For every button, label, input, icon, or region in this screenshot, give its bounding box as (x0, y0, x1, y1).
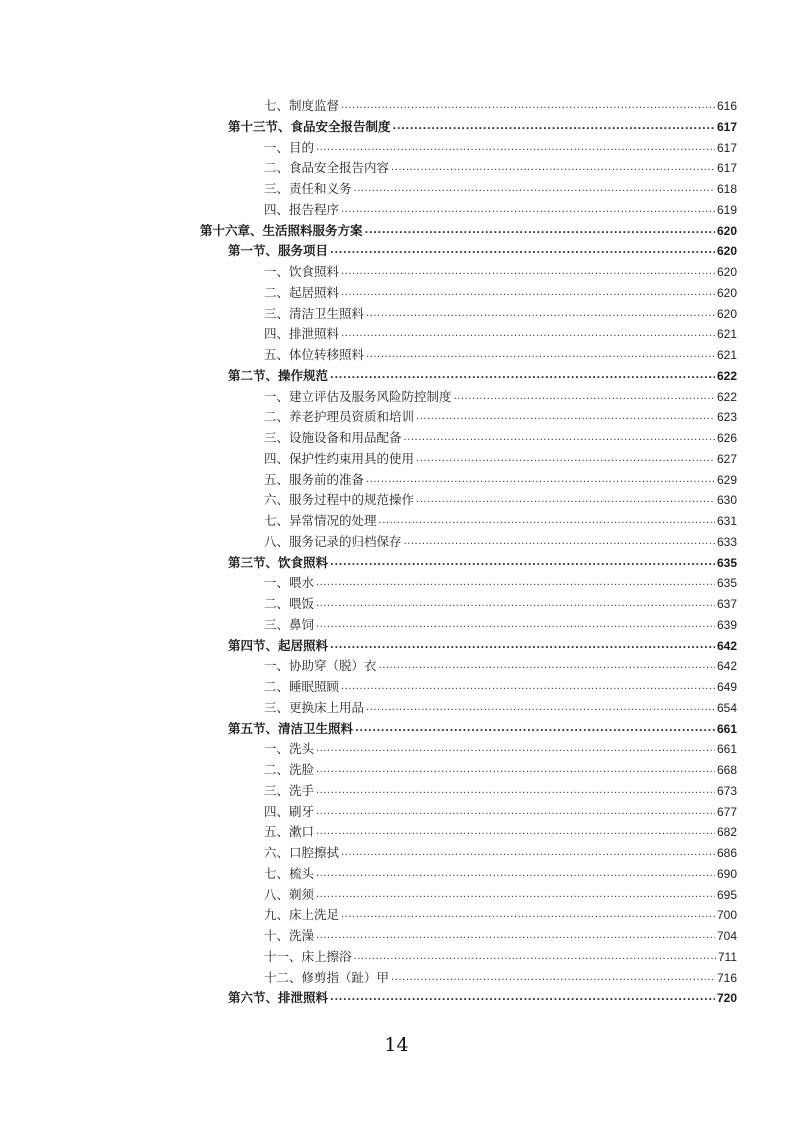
toc-section-entry[interactable] (0, 553, 793, 574)
toc-dot-leader (365, 221, 715, 242)
toc-entry-page-number: 661 (716, 742, 737, 757)
toc-dot-leader (341, 905, 715, 926)
toc-subsection-entry[interactable] (0, 864, 793, 885)
toc-entry-label: 第十六章、生活照料服务方案 (200, 222, 363, 238)
toc-entry-label: 十一、床上擦浴 (264, 948, 352, 964)
toc-dot-leader (366, 345, 715, 366)
toc-entry-label: 二、喂饭 (264, 596, 315, 611)
toc-subsection-entry[interactable] (0, 760, 793, 781)
toc-entry-page-number: 622 (716, 368, 737, 383)
toc-entry-label: 六、口腔擦拭 (264, 845, 340, 860)
toc-subsection-entry[interactable] (0, 158, 793, 179)
toc-entry-page-number: 642 (716, 638, 737, 653)
toc-entry-label: 第六节、排泄照料 (228, 990, 329, 1006)
toc-entry-page-number: 720 (716, 991, 737, 1006)
toc-entry-label: 二、睡眠照顾 (264, 679, 340, 694)
table-of-contents (0, 96, 793, 1009)
toc-entry-page-number: 627 (716, 451, 737, 466)
toc-subsection-entry[interactable] (0, 96, 793, 117)
toc-dot-leader (330, 366, 715, 387)
toc-entry-label: 七、制度监督 (264, 98, 340, 113)
toc-dot-leader (366, 698, 715, 719)
toc-section-entry[interactable] (0, 988, 793, 1009)
toc-entry-label: 二、洗脸 (264, 762, 315, 777)
toc-entry-page-number: 617 (716, 119, 737, 134)
toc-dot-leader (316, 760, 715, 781)
toc-section-entry[interactable] (0, 117, 793, 138)
toc-dot-leader (379, 656, 715, 677)
toc-entry-label: 三、设施设备和用品配备 (264, 430, 402, 445)
toc-dot-leader (330, 241, 715, 262)
toc-entry-page-number: 639 (716, 617, 737, 632)
toc-entry-page-number: 620 (716, 285, 737, 300)
toc-entry-label: 二、起居照料 (264, 284, 340, 300)
toc-entry-page-number: 649 (716, 680, 737, 694)
toc-entry-label: 一、协助穿（脱）衣 (264, 658, 377, 674)
toc-dot-leader (366, 470, 715, 491)
toc-dot-leader (416, 449, 715, 470)
toc-dot-leader (316, 594, 715, 615)
toc-entry-page-number: 682 (716, 825, 737, 840)
toc-section-entry[interactable] (0, 636, 793, 657)
toc-entry-label: 三、洗手 (264, 782, 315, 798)
toc-entry-page-number: 633 (716, 534, 737, 549)
toc-dot-leader (404, 428, 715, 449)
toc-entry-label: 三、鼻饲 (264, 616, 315, 632)
toc-dot-leader (316, 615, 715, 636)
toc-entry-label: 十、洗澡 (264, 928, 315, 943)
toc-entry-page-number: 700 (716, 908, 737, 923)
toc-section-entry[interactable] (0, 719, 793, 740)
toc-entry-label: 七、梳头 (264, 865, 315, 881)
toc-entry-page-number: 704 (716, 929, 737, 943)
toc-entry-page-number: 677 (716, 804, 737, 819)
toc-subsection-entry[interactable] (0, 138, 793, 159)
toc-subsection-entry[interactable] (0, 428, 793, 449)
toc-entry-page-number: 620 (716, 223, 737, 238)
toc-subsection-entry[interactable] (0, 573, 793, 594)
toc-subsection-entry[interactable] (0, 179, 793, 200)
toc-dot-leader (391, 968, 715, 989)
toc-subsection-entry[interactable] (0, 698, 793, 719)
toc-entry-label: 三、更换床上用品 (264, 699, 365, 715)
toc-dot-leader (330, 988, 715, 1009)
toc-entry-label: 九、床上洗足 (264, 907, 340, 923)
toc-section-entry[interactable] (0, 241, 793, 262)
toc-entry-page-number: 619 (716, 202, 737, 217)
toc-subsection-entry[interactable] (0, 885, 793, 906)
toc-entry-page-number: 716 (716, 970, 737, 985)
toc-subsection-entry[interactable] (0, 283, 793, 304)
toc-entry-label: 一、建立评估及服务风险防控制度 (264, 388, 452, 404)
toc-dot-leader (316, 885, 715, 906)
toc-subsection-entry[interactable] (0, 490, 793, 511)
toc-subsection-entry[interactable] (0, 968, 793, 989)
toc-entry-page-number: 654 (716, 700, 737, 715)
toc-entry-page-number: 635 (716, 576, 737, 591)
toc-entry-label: 五、体位转移照料 (264, 347, 365, 362)
toc-entry-page-number: 621 (716, 348, 737, 362)
toc-dot-leader (355, 719, 715, 740)
toc-dot-leader (316, 138, 715, 159)
toc-subsection-entry[interactable] (0, 677, 793, 698)
toc-entry-page-number: 695 (716, 887, 737, 902)
toc-subsection-entry[interactable] (0, 262, 793, 283)
toc-subsection-entry[interactable] (0, 594, 793, 615)
toc-subsection-entry[interactable] (0, 532, 793, 553)
toc-dot-leader (416, 407, 715, 428)
toc-entry-page-number: 621 (716, 327, 737, 342)
toc-dot-leader (316, 926, 715, 947)
toc-entry-page-number: 637 (716, 597, 737, 611)
toc-entry-page-number: 622 (716, 389, 737, 404)
toc-entry-page-number: 618 (716, 182, 737, 196)
toc-entry-page-number: 635 (716, 555, 737, 570)
toc-subsection-entry[interactable] (0, 387, 793, 408)
toc-dot-leader (316, 573, 715, 594)
toc-entry-page-number: 631 (716, 514, 737, 528)
toc-entry-page-number: 668 (716, 763, 737, 777)
toc-subsection-entry[interactable] (0, 843, 793, 864)
toc-dot-leader (404, 532, 715, 553)
toc-entry-page-number: 616 (716, 99, 737, 113)
toc-entry-page-number: 620 (716, 244, 737, 259)
toc-entry-label: 第三节、饮食照料 (228, 554, 329, 570)
toc-subsection-entry[interactable] (0, 200, 793, 221)
toc-dot-leader (341, 200, 715, 221)
toc-dot-leader (341, 324, 715, 345)
toc-entry-label: 第一节、服务项目 (228, 243, 329, 259)
toc-dot-leader (330, 553, 715, 574)
toc-dot-leader (316, 781, 715, 802)
toc-subsection-entry[interactable] (0, 345, 793, 366)
toc-subsection-entry[interactable] (0, 449, 793, 470)
toc-dot-leader (393, 117, 715, 138)
toc-entry-page-number: 620 (716, 306, 737, 321)
toc-dot-leader (366, 304, 715, 325)
toc-subsection-entry[interactable] (0, 947, 793, 968)
toc-entry-label: 七、异常情况的处理 (264, 513, 377, 528)
toc-entry-label: 五、服务前的准备 (264, 471, 365, 487)
toc-subsection-entry[interactable] (0, 656, 793, 677)
toc-entry-label: 一、目的 (264, 139, 315, 155)
toc-entry-label: 八、剃须 (264, 886, 315, 902)
toc-subsection-entry[interactable] (0, 781, 793, 802)
toc-dot-leader (416, 490, 715, 511)
toc-subsection-entry[interactable] (0, 822, 793, 843)
toc-dot-leader (341, 843, 715, 864)
toc-entry-page-number: 617 (716, 140, 737, 155)
toc-entry-page-number: 690 (716, 866, 737, 881)
toc-subsection-entry[interactable] (0, 739, 793, 760)
toc-dot-leader (454, 387, 715, 408)
toc-entry-label: 第四节、起居照料 (228, 637, 329, 653)
toc-entry-page-number: 629 (716, 472, 737, 487)
toc-subsection-entry[interactable] (0, 304, 793, 325)
toc-dot-leader (316, 864, 715, 885)
toc-dot-leader (354, 947, 716, 968)
toc-entry-label: 第二节、操作规范 (228, 367, 329, 383)
toc-subsection-entry[interactable] (0, 407, 793, 428)
toc-entry-page-number: 620 (716, 265, 737, 279)
toc-subsection-entry[interactable] (0, 324, 793, 345)
toc-entry-label: 三、责任和义务 (264, 181, 352, 196)
toc-entry-page-number: 673 (716, 783, 737, 798)
toc-dot-leader (341, 283, 715, 304)
toc-entry-label: 八、服务记录的归档保存 (264, 533, 402, 549)
toc-entry-label: 十二、修剪指（趾）甲 (264, 969, 390, 985)
toc-dot-leader (330, 636, 715, 657)
page-number: 14 (384, 1034, 409, 1056)
toc-subsection-entry[interactable] (0, 905, 793, 926)
toc-entry-page-number: 711 (717, 949, 737, 964)
toc-entry-label: 第十三节、食品安全报告制度 (228, 118, 391, 134)
toc-subsection-entry[interactable] (0, 511, 793, 532)
toc-subsection-entry[interactable] (0, 802, 793, 823)
toc-entry-page-number: 617 (716, 161, 737, 176)
toc-entry-label: 二、养老护理员资质和培训 (264, 409, 415, 425)
toc-dot-leader (391, 158, 715, 179)
toc-dot-leader (341, 96, 715, 117)
toc-entry-page-number: 623 (716, 410, 737, 425)
toc-section-entry[interactable] (0, 366, 793, 387)
toc-entry-label: 第五节、清洁卫生照料 (228, 720, 354, 736)
toc-subsection-entry[interactable] (0, 470, 793, 491)
toc-subsection-entry[interactable] (0, 926, 793, 947)
toc-dot-leader (354, 179, 715, 200)
toc-dot-leader (341, 677, 715, 698)
toc-entry-label: 三、清洁卫生照料 (264, 305, 365, 321)
toc-entry-label: 四、保护性约束用具的使用 (264, 450, 415, 466)
toc-dot-leader (341, 262, 715, 283)
toc-entry-label: 一、洗头 (264, 741, 315, 757)
toc-entry-label: 六、服务过程中的规范操作 (264, 492, 415, 508)
toc-entry-label: 五、漱口 (264, 824, 315, 840)
toc-entry-label: 一、喂水 (264, 575, 315, 591)
toc-entry-page-number: 661 (716, 721, 737, 736)
toc-entry-label: 四、报告程序 (264, 201, 340, 217)
toc-entry-label: 一、饮食照料 (264, 264, 340, 279)
toc-dot-leader (316, 739, 715, 760)
toc-dot-leader (316, 822, 715, 843)
toc-subsection-entry[interactable] (0, 615, 793, 636)
toc-entry-page-number: 630 (716, 493, 737, 508)
toc-entry-label: 四、刷牙 (264, 803, 315, 819)
toc-dot-leader (316, 802, 715, 823)
toc-entry-page-number: 626 (716, 431, 737, 445)
toc-entry-label: 四、排泄照料 (264, 326, 340, 342)
toc-entry-page-number: 686 (716, 846, 737, 860)
toc-entry-label: 二、食品安全报告内容 (264, 160, 390, 176)
toc-dot-leader (379, 511, 715, 532)
toc-entry-page-number: 642 (716, 659, 737, 674)
toc-chapter-entry[interactable] (0, 221, 793, 242)
